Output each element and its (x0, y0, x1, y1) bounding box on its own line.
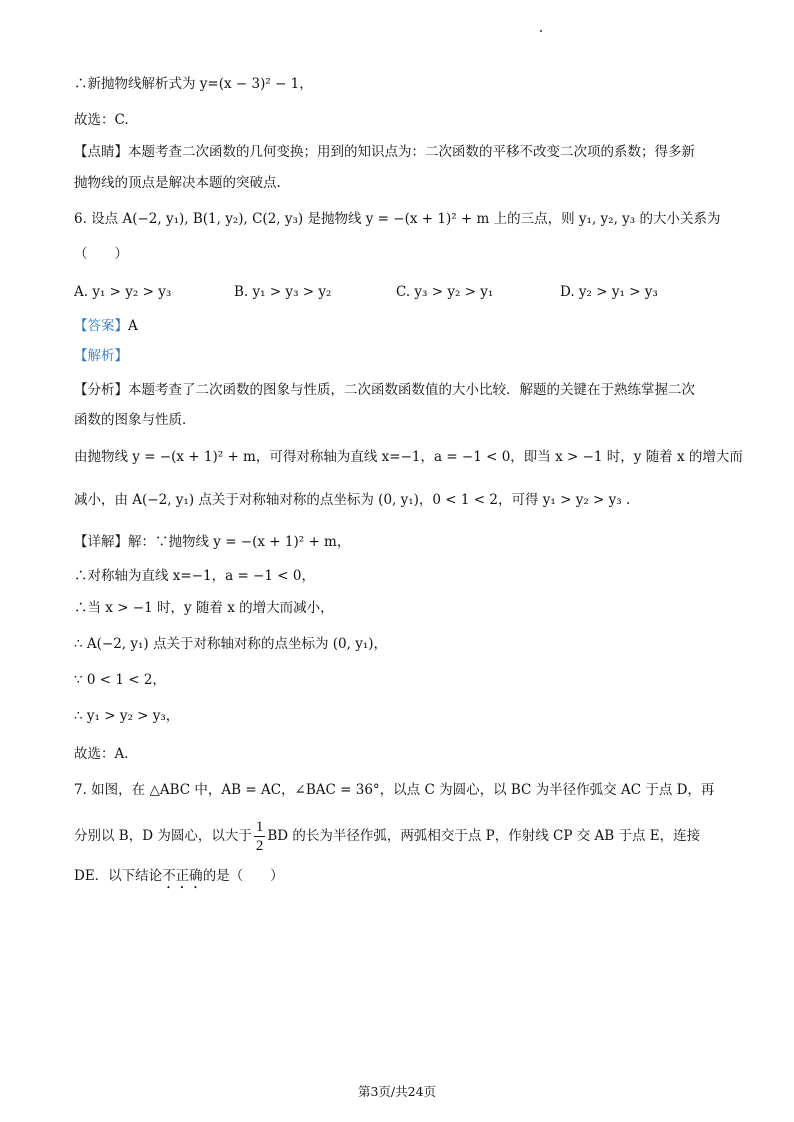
answer-tag: 【答案】 (74, 318, 128, 334)
detail-line-2: ∴对称轴为直线 x=−1，a = −1 < 0， (74, 568, 315, 584)
line-comment-2: 抛物线的顶点是解决本题的突破点. (74, 175, 281, 191)
fraction-one-half (254, 818, 266, 855)
analysis-line-1: 【分析】本题考查了二次函数的图象与性质，二次函数函数值的大小比较．解题的关键在于熟练掌握二次 (74, 382, 695, 398)
fraction-denominator: 2 (255, 838, 264, 854)
question-7-line-3-start: DE．以下结论 (74, 868, 163, 884)
line-new-parabola: ∴新抛物线解析式为 y=(x − 3)² − 1， (74, 76, 313, 92)
option-b: B. y₁ > y₃ > y₂ (234, 284, 332, 300)
question-7-line-3 (74, 866, 284, 892)
line-choose-c: 故选：C. (74, 112, 129, 128)
question-7-line-2-start: 分别以 B，D 为圆心，以大于 (74, 828, 252, 844)
detail-line-6: ∴ y₁ > y₂ > y₃， (74, 708, 180, 724)
analysis-tag: 【解析】 (74, 348, 128, 364)
answer-value: A (128, 318, 138, 334)
detail-line-3: ∴当 x > −1 时，y 随着 x 的增大而减小， (74, 600, 334, 616)
detail-line-1: 【详解】解：∵抛物线 y = −(x + 1)² + m， (74, 534, 351, 550)
question-6-paren: （ ） (74, 246, 128, 262)
page-footer: 第3页/共24页 (357, 1084, 437, 1099)
question-7-line-3-end: 的是（ ） (202, 868, 284, 884)
analysis-line-4: 减小，由 A(−2, y₁) 点关于对称轴对称的点坐标为 (0, y₁)，0 < 1 < 2，可得 y₁ > y₂ > y₃ . (74, 492, 631, 508)
option-c: C. y₃ > y₂ > y₁ (396, 284, 494, 300)
question-7-line-2-end: BD 的长为半径作弧，两弧相交于点 P，作射线 CP 交 AB 于点 E，连接 (267, 828, 701, 844)
detail-line-5: ∵ 0 < 1 < 2， (74, 672, 166, 688)
detail-choose-a: 故选：A. (74, 746, 129, 762)
fraction-numerator: 1 (255, 819, 264, 835)
detail-line-4: ∴ A(−2, y₁) 点关于对称轴对称的点坐标为 (0, y₁)， (74, 636, 388, 652)
option-d: D. y₂ > y₁ > y₃ (560, 284, 658, 300)
question-7-line-1: 7. 如图，在 △ABC 中，AB = AC，∠BAC = 36°，以点 C 为圆心，以 BC 为半径作弧交 AC 于点 D，再 (74, 782, 715, 798)
answer-line (74, 316, 138, 336)
emphasis-not-correct: 不正确 (162, 868, 203, 884)
option-a: A. y₁ > y₂ > y₃ (74, 284, 172, 300)
corner-mark (540, 30, 542, 32)
question-6-stem: 6. 设点 A(−2, y₁), B(1, y₂), C(2, y₃) 是抛物线 y = −(x + 1)² + m 上的三点，则 y₁, y₂, y₃ 的大小关系为 (74, 211, 721, 227)
analysis-line-3: 由抛物线 y = −(x + 1)² + m，可得对称轴为直线 x=−1，a = −1 < 0，即当 x > −1 时，y 随着 x 的增大而 (74, 449, 743, 465)
line-comment-1: 【点睛】本题考查二次函数的几何变换；用到的知识点为：二次函数的平移不改变二次项的系数；得多新 (74, 144, 695, 160)
analysis-line-2: 函数的图象与性质． (74, 412, 196, 428)
question-7-line-2 (74, 816, 700, 856)
